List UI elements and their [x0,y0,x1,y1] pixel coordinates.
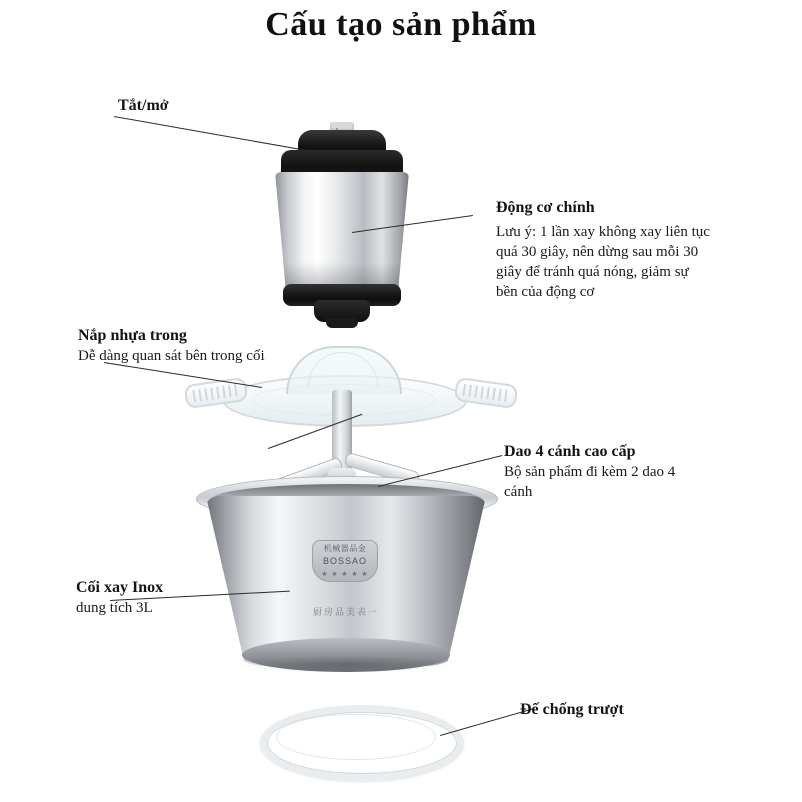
annotation-power-switch [118,96,169,116]
anti-slip-base-inner-ring [276,714,436,760]
annotation-lid-heading: Nắp nhựa trong [78,327,187,344]
leader-line-base [440,709,533,736]
annotation-bowl-note: dung tích 3L [76,600,153,616]
annotation-bowl [76,578,163,618]
annotation-blade-heading: Dao 4 cánh cao cấp [504,443,636,460]
annotation-lid-note: Dễ dàng quan sát bên trong cối [78,348,265,364]
annotation-base [520,700,624,720]
lid-tab-left-grip [192,384,239,402]
leader-line-power-switch [114,116,311,152]
bowl-subtext: 厨房品美表一 [312,607,379,617]
bowl-logo-top-text: 机械器品金 [323,544,367,553]
annotation-main-motor-note: Lưu ý: 1 lần xay không xay liên tục quá 30 giây, nên dừng sau mỗi 30 giây để tránh quá nóng, giảm sự bền của động cơ [496,224,710,300]
bowl-logo-stars: ★ ★ ★ ★ ★ [321,570,369,578]
lid-tab-right-grip [462,384,509,402]
bowl-logo-text: BOSSAO [322,556,367,566]
motor-coupler-tip [326,318,358,328]
annotation-base-heading: Đế chống trượt [520,701,624,718]
page-title: Cấu tạo sản phẩm [265,6,537,43]
annotation-main-motor-heading: Động cơ chính [496,199,595,216]
annotation-blade [504,442,700,502]
annotation-lid [78,326,265,366]
annotation-main-motor [496,198,712,302]
bowl-shadow [236,655,456,673]
annotation-power-switch-heading: Tắt/mở [118,97,169,114]
annotation-blade-note: Bộ sản phẩm đi kèm 2 dao 4 cánh [504,464,676,500]
annotation-bowl-heading: Cối xay Inox [76,579,164,596]
